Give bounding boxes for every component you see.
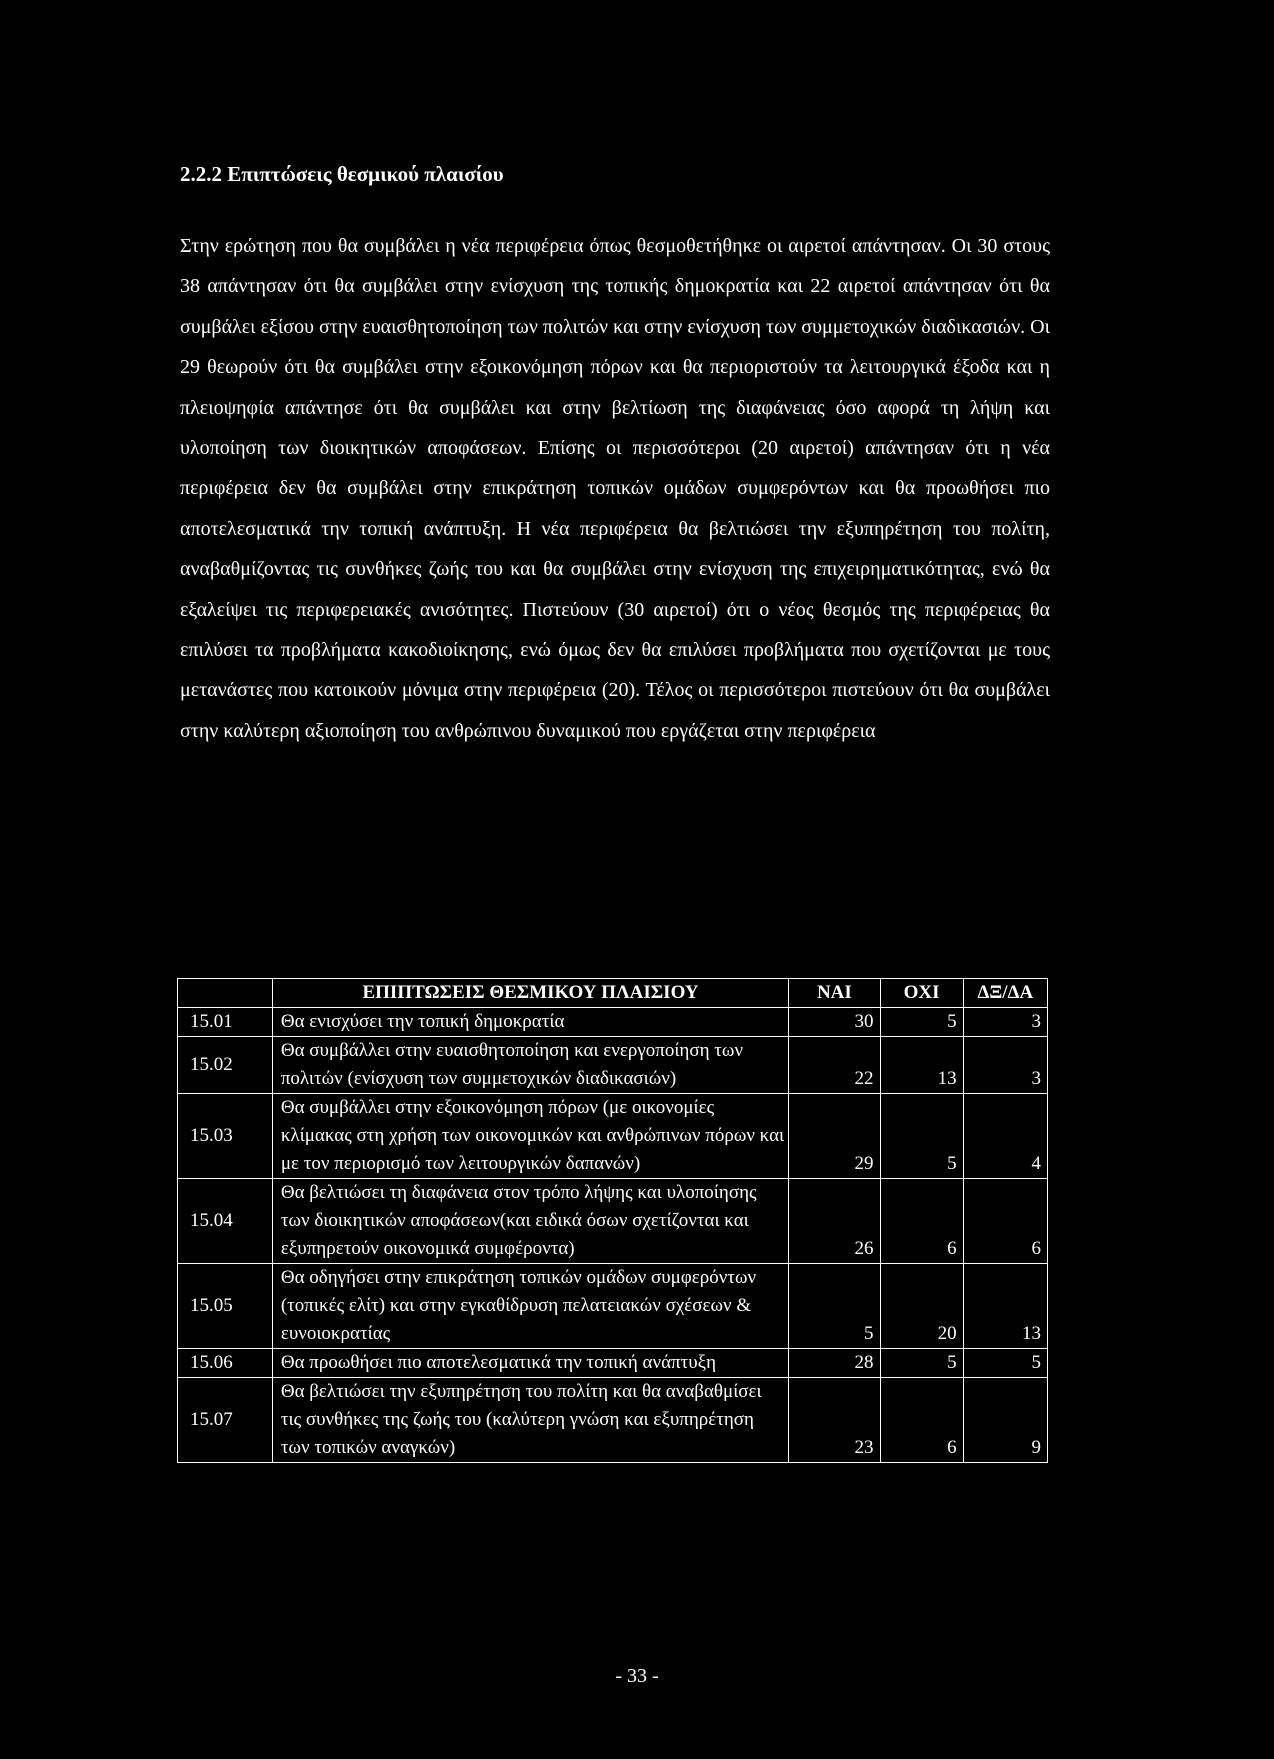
row-dk-count: 13 <box>963 1264 1047 1349</box>
impacts-table <box>177 978 1048 1463</box>
row-description: Θα οδηγήσει στην επικράτηση τοπικών ομάδων συμφερόντων (τοπικές ελίτ) και στην εγκαθίδρυση πελατειακών σχέσεων & ευνοιοκρατίας <box>272 1264 788 1349</box>
row-no-count: 5 <box>880 1094 963 1179</box>
table-row <box>178 1264 1048 1349</box>
row-dk-count: 3 <box>963 1037 1047 1094</box>
row-description: Θα βελτιώσει την εξυπηρέτηση του πολίτη και θα αναβαθμίσει τις συνθήκες της ζωής του (καλύτερη γνώση και εξυπηρέτηση των τοπικών αναγκών) <box>272 1378 788 1463</box>
row-code: 15.07 <box>178 1378 273 1463</box>
row-dk-count: 9 <box>963 1378 1047 1463</box>
header-no: ΟΧΙ <box>880 979 963 1008</box>
table-header-row <box>178 979 1048 1008</box>
row-code: 15.03 <box>178 1094 273 1179</box>
row-description: Θα ενισχύσει την τοπική δημοκρατία <box>272 1008 788 1037</box>
header-yes: ΝΑΙ <box>789 979 880 1008</box>
section-heading: 2.2.2 Επιπτώσεις θεσμικού πλαισίου <box>180 162 504 186</box>
row-dk-count: 5 <box>963 1349 1047 1378</box>
row-no-count: 5 <box>880 1008 963 1037</box>
impacts-table-container <box>177 978 1048 1463</box>
header-dk: ΔΞ/ΔΑ <box>963 979 1047 1008</box>
row-no-count: 6 <box>880 1378 963 1463</box>
table-row <box>178 1008 1048 1037</box>
table-row <box>178 1179 1048 1264</box>
row-no-count: 5 <box>880 1349 963 1378</box>
table-row <box>178 1378 1048 1463</box>
row-code: 15.04 <box>178 1179 273 1264</box>
row-code: 15.01 <box>178 1008 273 1037</box>
header-title: ΕΠΙΠΤΩΣΕΙΣ ΘΕΣΜΙΚΟΥ ΠΛΑΙΣΙΟΥ <box>272 979 788 1008</box>
row-code: 15.02 <box>178 1037 273 1094</box>
table-row <box>178 1094 1048 1179</box>
row-code: 15.06 <box>178 1349 273 1378</box>
page-number: - 33 - <box>615 1665 659 1687</box>
row-no-count: 20 <box>880 1264 963 1349</box>
row-yes-count: 23 <box>789 1378 880 1463</box>
row-no-count: 13 <box>880 1037 963 1094</box>
row-description: Θα συμβάλλει στην εξοικονόμηση πόρων (με οικονομίες κλίμακας στη χρήση των οικονομικών και ανθρώπινων πόρων και με τον περιορισμό των λειτουργικών δαπανών) <box>272 1094 788 1179</box>
body-paragraph: Στην ερώτηση που θα συμβάλει η νέα περιφέρεια όπως θεσμοθετήθηκε οι αιρετοί απάντησαν. Οι 30 στους 38 απάντησαν ότι θα συμβάλει στην ενίσχυση της τοπικής δημοκρατία και 22 αιρετοί απάντησαν ότι θα συμβάλει εξίσου στην ευαισθητοποίηση των πολιτών και στην ενίσχυση των συμμετοχικών διαδικασιών. Οι 29 θεωρούν ότι θα συμβάλει στην εξοικονόμηση πόρων και θα περιοριστούν τα λειτουργικά έξοδα και η πλειοψηφία απάντησε ότι θα συμβάλει και στην βελτίωση της διαφάνειας όσο αφορά τη λήψη και υλοποίηση των διοικητικών αποφάσεων. Επίσης οι περισσότεροι (20 αιρετοί) απάντησαν ότι η νέα περιφέρεια δεν θα συμβάλει στην επικράτηση τοπικών ομάδων συμφερόντων και θα προωθήσει πιο αποτελεσματικά την τοπική ανάπτυξη. Η νέα περιφέρεια θα βελτιώσει την εξυπηρέτηση του πολίτη, αναβαθμίζοντας τις συνθήκες ζωής του και θα συμβάλει στην ενίσχυση της επιχειρηματικότητας, ενώ θα εξαλείψει τις περιφερειακές ανισότητες. Πιστεύουν (30 αιρετοί) ότι ο νέος θεσμός της περιφέρειας θα επιλύσει τα προβλήματα κακοδιοίκησης, ενώ όμως δεν θα επιλύσει προβλήματα που σχετίζονται με τους μετανάστες που κατοικούν μόνιμα στην περιφέρεια (20). Τέλος οι περισσότεροι πιστεύουν ότι θα συμβάλει στην καλύτερη αξιοποίηση του ανθρώπινου δυναμικού που εργάζεται στην περιφέρεια <box>180 235 1050 742</box>
row-yes-count: 26 <box>789 1179 880 1264</box>
row-code: 15.05 <box>178 1264 273 1349</box>
row-yes-count: 29 <box>789 1094 880 1179</box>
row-dk-count: 6 <box>963 1179 1047 1264</box>
table-row <box>178 1349 1048 1378</box>
row-yes-count: 30 <box>789 1008 880 1037</box>
row-description: Θα βελτιώσει τη διαφάνεια στον τρόπο λήψης και υλοποίησης των διοικητικών αποφάσεων(και ειδικά όσων σχετίζονται και εξυπηρετούν οικονομικά συμφέροντα) <box>272 1179 788 1264</box>
row-description: Θα προωθήσει πιο αποτελεσματικά την τοπική ανάπτυξη <box>272 1349 788 1378</box>
row-yes-count: 28 <box>789 1349 880 1378</box>
header-code <box>178 979 273 1008</box>
row-dk-count: 3 <box>963 1008 1047 1037</box>
row-no-count: 6 <box>880 1179 963 1264</box>
table-row <box>178 1037 1048 1094</box>
row-dk-count: 4 <box>963 1094 1047 1179</box>
row-yes-count: 5 <box>789 1264 880 1349</box>
row-yes-count: 22 <box>789 1037 880 1094</box>
row-description: Θα συμβάλλει στην ευαισθητοποίηση και ενεργοποίηση των πολιτών (ενίσχυση των συμμετοχικών διαδικασιών) <box>272 1037 788 1094</box>
